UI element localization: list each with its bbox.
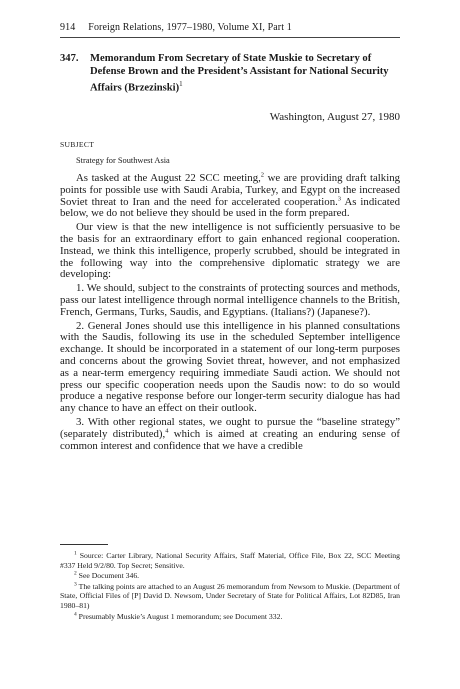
footnotes xyxy=(60,551,400,622)
footnote-ref: 2 xyxy=(260,171,265,179)
subject-text: Strategy for Southwest Asia xyxy=(76,156,170,165)
document-title xyxy=(90,52,405,95)
footnote-text: See Document 346. xyxy=(76,571,140,581)
memo-body xyxy=(60,173,400,454)
footnote-mark: 4 xyxy=(74,611,77,617)
dateline: Washington, August 27, 1980 xyxy=(269,111,400,123)
running-head: 914 Foreign Relations, 1977–1980, Volume XI, Part 1 xyxy=(60,22,400,33)
footnote-text: Source: Carter Library, National Security Affairs, Staff Material, Office File, Box 22, SCC Meeting #337 Held 9/2/80. Top Secret; Sensitive. xyxy=(60,551,400,570)
footnote-ref: 4 xyxy=(165,427,169,435)
subject-label: SUBJECT xyxy=(60,140,95,149)
paragraph: 1. We should, subject to the constraints of protecting sources and methods, pass our latest intelligence through normal intelligence channels to the British, French, Germans, Turks, Saudis, and Egyptians. (Italians?) (Japanese?). xyxy=(60,282,400,318)
paragraph-text: 3. With other regional states, we ought to pursue the “baseline strategy” (separately distributed), xyxy=(60,415,400,440)
footnote-divider xyxy=(60,544,108,545)
paragraph xyxy=(60,417,400,452)
footnote-text: Presumably Muskie’s August 1 memorandum; see Document 332. xyxy=(76,611,283,621)
paragraph-text: As indicated below, we do not believe they should be used in the form prepared. xyxy=(60,195,400,220)
footnote xyxy=(60,551,400,570)
footnote-ref: 3 xyxy=(337,195,342,202)
paragraph-text: As tasked at the August 22 SCC meeting, xyxy=(76,172,261,184)
footnote xyxy=(60,582,400,611)
document-number: 347. xyxy=(60,53,79,64)
paragraph xyxy=(60,173,400,220)
paragraph-text: which is aimed at creating an enduring sense of common interest and confidence that we have a credible xyxy=(60,427,400,452)
paragraph: Our view is that the new intelligence is not sufficiently persuasive to be the basis for an extraordinary effort to gain enhanced regional cooperation. Instead, we think this intelligence, properly scrubbed, should be integrated in the following way into the comprehensive diplomatic strategy we are developing: xyxy=(60,221,400,281)
footnote-text: The talking points are attached to an August 26 memorandum from Newsom to Muskie. (Department of State, Official Files of [P] David D. Newsom, Under Secretary of State for Political Affairs, Lot 82D85, Iran 1980–81) xyxy=(60,581,400,610)
footnote-mark: 2 xyxy=(74,570,77,577)
paragraph: 2. General Jones should use this intelligence in his planned consultations with the Saudis, following its use in the scheduled September intelligence exchange. It should be incorporated in a statement of our long-term purposes and concerns about the growing Soviet threat, however, and not emphasized as a near-term emergency requiring immediate Saudi action. We should not press our specific cooperation needs upon the Saudis now: to do so would produce a negative response before our longer-term security dialogue has had any chance to have an effect on their outlook. xyxy=(60,319,400,415)
footnote xyxy=(60,571,400,581)
footnote xyxy=(60,612,400,622)
footnote-mark: 1 xyxy=(74,550,77,557)
document-title-text: Memorandum From Secretary of State Muskie to Secretary of Defense Brown and the President’s Assistant for National Security Affairs (Brzezinski) xyxy=(90,53,389,94)
footnote-mark: 3 xyxy=(74,581,77,588)
footnote-ref: 1 xyxy=(179,80,183,88)
paragraph-text: we are providing draft talking points for possible use with Saudi Arabia, Turkey, and Egypt on the increased Soviet threat to Iran and the need for accelerated cooperation. xyxy=(60,172,400,208)
